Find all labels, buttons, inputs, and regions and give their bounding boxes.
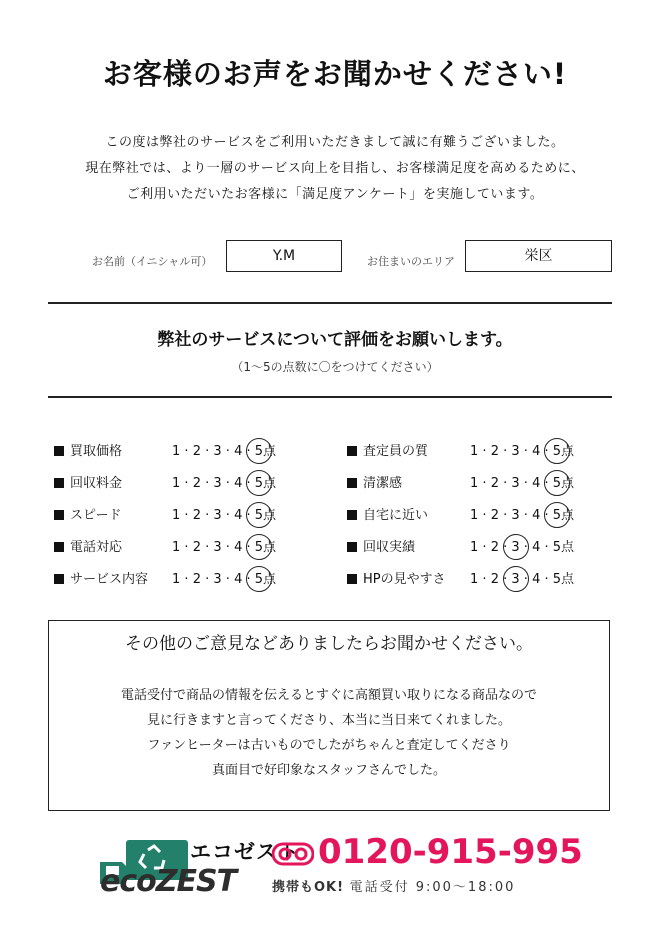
score-option[interactable]: 3 <box>213 572 222 587</box>
separator: · <box>540 444 553 459</box>
opinion-line: ファンヒーターは古いものでしたがちゃんと査定してくださり <box>147 738 511 753</box>
separator: · <box>180 540 193 555</box>
rating-label <box>347 472 402 491</box>
rating-row <box>54 536 324 558</box>
phone-number[interactable]: 0120-915-995 <box>318 832 583 872</box>
score-option[interactable]: 1 <box>172 572 181 587</box>
brand-logo-text: ecoZEST <box>100 864 237 899</box>
selected-circle-icon <box>246 502 272 528</box>
score-option[interactable]: 3 <box>213 540 222 555</box>
score-option[interactable]: 4 <box>234 572 243 587</box>
score-option[interactable]: 2 <box>192 508 201 523</box>
square-bullet-icon <box>347 574 357 584</box>
score-option[interactable]: 2 <box>192 444 201 459</box>
page-title: お客様のお声をお聞かせください! <box>102 57 568 91</box>
separator: · <box>200 476 214 491</box>
rating-row <box>347 504 617 526</box>
score-option[interactable]: 1 <box>470 444 479 459</box>
square-bullet-icon <box>347 446 357 456</box>
square-bullet-icon <box>54 542 64 552</box>
score-option[interactable]: 1 <box>172 476 181 491</box>
separator: · <box>242 476 255 491</box>
unit-label: 点 <box>561 508 575 523</box>
rating-label <box>54 440 122 459</box>
score-option[interactable]: 4 <box>532 476 541 491</box>
score-option[interactable]: 4 <box>532 540 541 555</box>
area-label: お住まいのエリア <box>367 255 455 268</box>
unit-label: 点 <box>561 476 575 491</box>
unit-label: 点 <box>561 572 575 587</box>
reception-hours: 電話受付 9:00〜18:00 <box>349 880 516 895</box>
separator: · <box>242 508 255 523</box>
score-option[interactable]: 2 <box>192 540 201 555</box>
separator: · <box>200 572 214 587</box>
score-option[interactable]: 1 <box>172 508 181 523</box>
separator: · <box>221 444 235 459</box>
rating-scale <box>172 536 276 555</box>
rating-label-text: スピード <box>70 508 122 523</box>
score-option[interactable]: 3 <box>511 572 519 587</box>
score-option[interactable]: 5 <box>255 572 263 587</box>
rating-row <box>54 504 324 526</box>
rating-row <box>54 568 324 590</box>
selected-circle-icon <box>246 438 272 464</box>
separator: · <box>180 444 193 459</box>
separator: · <box>498 444 512 459</box>
score-option[interactable]: 2 <box>490 572 499 587</box>
score-option[interactable]: 3 <box>213 508 222 523</box>
separator: · <box>200 508 214 523</box>
intro-line: この度は弊社のサービスをご利用いただきまして誠に有難うございました。 <box>105 135 565 150</box>
divider <box>48 302 612 304</box>
rating-scale <box>470 504 574 523</box>
separator: · <box>242 572 255 587</box>
score-option[interactable]: 1 <box>470 476 479 491</box>
rating-label <box>347 504 428 523</box>
square-bullet-icon <box>54 574 64 584</box>
unit-label: 点 <box>561 540 575 555</box>
rating-label <box>347 568 446 587</box>
opinion-line: 電話受付で商品の情報を伝えるとすぐに高額買い取りになる商品なので <box>120 688 537 703</box>
score-option[interactable]: 3 <box>511 476 520 491</box>
opinion-body <box>49 683 609 783</box>
rating-label <box>54 504 121 523</box>
rating-label <box>54 536 122 555</box>
mobile-ok: 携帯もOK! <box>272 880 345 895</box>
score-option[interactable]: 3 <box>213 476 222 491</box>
selected-circle-icon <box>544 470 570 496</box>
separator: · <box>221 476 235 491</box>
intro-line: ご利用いただいたお客様に「満足度アンケート」を実施しています。 <box>126 187 544 202</box>
separator: · <box>478 540 491 555</box>
rating-label-text: 電話対応 <box>70 540 123 555</box>
rating-scale <box>172 504 276 523</box>
separator: · <box>478 444 491 459</box>
selected-circle-icon <box>503 534 529 560</box>
rating-label-text: 清潔感 <box>363 476 403 491</box>
rating-row <box>54 440 324 462</box>
score-option[interactable]: 1 <box>172 540 181 555</box>
intro-text <box>0 130 670 208</box>
rating-row <box>347 472 617 494</box>
separator: · <box>540 508 553 523</box>
square-bullet-icon <box>54 510 64 520</box>
unit-label: 点 <box>263 572 277 587</box>
rating-label-text: HPの見やすさ <box>363 572 446 587</box>
score-option[interactable]: 4 <box>532 572 541 587</box>
score-option[interactable]: 5 <box>552 540 562 555</box>
score-option[interactable]: 1 <box>470 540 479 555</box>
rating-scale <box>470 472 574 491</box>
score-option[interactable]: 2 <box>490 476 499 491</box>
unit-label: 点 <box>263 444 277 459</box>
separator: · <box>519 444 533 459</box>
divider <box>48 396 612 398</box>
unit-label: 点 <box>263 476 277 491</box>
rating-label-text: 回収料金 <box>70 476 123 491</box>
separator: · <box>242 540 255 555</box>
score-option[interactable]: 2 <box>490 508 499 523</box>
rating-label-text: 査定員の質 <box>363 444 429 459</box>
score-option[interactable]: 2 <box>490 540 499 555</box>
selected-circle-icon <box>503 566 529 592</box>
rating-label <box>54 472 122 491</box>
separator: · <box>519 540 533 555</box>
brand-kana: エコゼスト <box>190 840 300 864</box>
score-option[interactable]: 1 <box>470 508 479 523</box>
selected-circle-icon <box>246 566 272 592</box>
score-option[interactable]: 4 <box>532 508 541 523</box>
free-dial-icon <box>272 840 314 868</box>
separator: · <box>540 572 553 587</box>
unit-label: 点 <box>263 540 277 555</box>
rating-scale <box>470 440 574 459</box>
opinion-line: 見に行きますと言ってくださり、本当に当日来てくれました。 <box>146 713 511 728</box>
rating-scale <box>172 440 276 459</box>
selected-circle-icon <box>246 470 272 496</box>
rating-label <box>347 440 428 459</box>
score-option[interactable]: 2 <box>490 444 499 459</box>
score-option[interactable]: 3 <box>511 444 520 459</box>
rating-row <box>347 568 617 590</box>
unit-label: 点 <box>561 444 575 459</box>
rating-label-text: サービス内容 <box>70 572 149 587</box>
square-bullet-icon <box>54 478 64 488</box>
opinion-title: その他のご意見などありましたらお聞かせください。 <box>125 634 533 654</box>
rating-row <box>347 440 617 462</box>
square-bullet-icon <box>54 446 64 456</box>
separator: · <box>478 572 491 587</box>
score-option[interactable]: 5 <box>255 476 263 491</box>
score-option[interactable]: 5 <box>255 540 263 555</box>
score-option[interactable]: 5 <box>553 476 561 491</box>
score-option[interactable]: 4 <box>234 476 243 491</box>
phone-hours <box>272 876 515 895</box>
rating-row <box>347 536 617 558</box>
score-option[interactable]: 3 <box>213 444 222 459</box>
separator: · <box>519 476 533 491</box>
opinion-box <box>48 620 610 811</box>
separator: · <box>180 572 193 587</box>
score-option[interactable]: 5 <box>255 444 263 459</box>
opinion-line: 真面目で好印象なスタッフさんでした。 <box>211 763 446 778</box>
selected-circle-icon <box>544 502 570 528</box>
separator: · <box>498 508 512 523</box>
rating-scale <box>470 568 574 587</box>
rating-label-text: 自宅に近い <box>363 508 429 523</box>
separator: · <box>200 540 214 555</box>
rating-section-title: 弊社のサービスについて評価をお願いします。 <box>157 330 513 350</box>
square-bullet-icon <box>347 542 357 552</box>
separator: · <box>498 476 512 491</box>
square-bullet-icon <box>347 478 357 488</box>
separator: · <box>221 508 235 523</box>
separator: · <box>200 444 214 459</box>
rating-row <box>54 472 324 494</box>
rating-label <box>347 536 415 555</box>
rating-section-subtitle: （1〜5の点数に〇をつけてください） <box>231 360 439 374</box>
separator: · <box>242 444 255 459</box>
rating-label <box>54 568 148 587</box>
rating-label-text: 回収実績 <box>363 540 416 555</box>
rating-scale <box>470 536 574 555</box>
separator: · <box>180 476 193 491</box>
selected-circle-icon <box>246 534 272 560</box>
score-option[interactable]: 3 <box>511 540 519 555</box>
area-field[interactable]: 栄区 <box>465 240 612 272</box>
separator: · <box>221 540 235 555</box>
rating-label-text: 買取価格 <box>70 444 123 459</box>
score-option[interactable]: 2 <box>192 476 201 491</box>
separator: · <box>498 572 512 587</box>
separator: · <box>221 572 235 587</box>
selected-circle-icon <box>544 438 570 464</box>
score-option[interactable]: 3 <box>511 508 520 523</box>
name-field[interactable]: Y.M <box>226 240 342 272</box>
separator: · <box>478 508 491 523</box>
score-option[interactable]: 2 <box>192 572 201 587</box>
rating-scale <box>172 472 276 491</box>
score-option[interactable]: 5 <box>553 508 561 523</box>
score-option[interactable]: 4 <box>532 444 541 459</box>
separator: · <box>498 540 512 555</box>
separator: · <box>180 508 193 523</box>
score-option[interactable]: 5 <box>552 572 562 587</box>
separator: · <box>540 476 553 491</box>
intro-line: 現在弊社では、より一層のサービス向上を目指し、お客様満足度を高めるために、 <box>85 161 585 176</box>
score-option[interactable]: 4 <box>234 540 243 555</box>
score-option[interactable]: 5 <box>553 444 561 459</box>
score-option[interactable]: 4 <box>234 508 243 523</box>
rating-scale <box>172 568 276 587</box>
score-option[interactable]: 5 <box>255 508 263 523</box>
score-option[interactable]: 4 <box>234 444 243 459</box>
square-bullet-icon <box>347 510 357 520</box>
score-option[interactable]: 1 <box>470 572 479 587</box>
separator: · <box>519 572 533 587</box>
separator: · <box>540 540 553 555</box>
separator: · <box>519 508 533 523</box>
separator: · <box>478 476 491 491</box>
score-option[interactable]: 1 <box>172 444 181 459</box>
name-label: お名前（イニシャル可） <box>92 255 213 268</box>
unit-label: 点 <box>263 508 277 523</box>
